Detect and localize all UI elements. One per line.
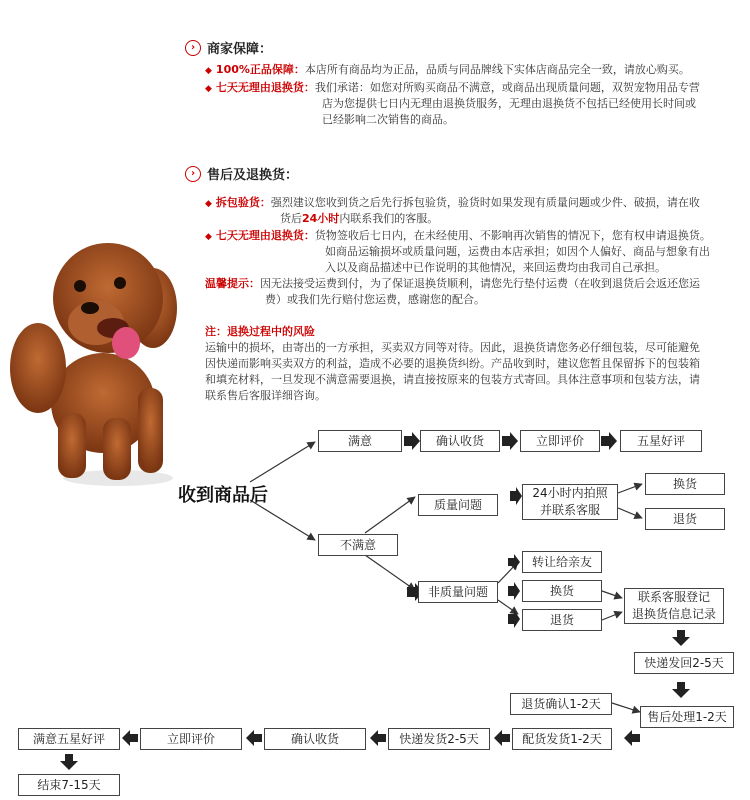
flow-refund-confirm: 退货确认1-2天: [510, 693, 612, 715]
flow-confirm-receipt-2: 确认收货: [264, 728, 366, 750]
flow-review-2: 立即评价: [140, 728, 242, 750]
chevron-right-icon: ›: [185, 166, 201, 182]
flow-deliver: 配货发货1-2天: [512, 728, 612, 750]
flow-aftersale-process: 售后处理1-2天: [640, 706, 734, 728]
risk-line: 和填充材料，一旦发现不满意需要退换，请直接按原来的包装方式寄回。具体注意事项和包装方法，请: [205, 373, 700, 386]
flow-satisfied: 满意: [318, 430, 402, 452]
guarantee-item-2-line-3: 已经影响二次销售的商品。: [322, 113, 454, 126]
flow-unsatisfied: 不满意: [318, 534, 398, 556]
guarantee-item-2: ◆ 七天无理由退换货：我们承诺：如您对所购买商品不满意，或商品出现质量问题，双贺宠物用品专营: [205, 81, 700, 94]
aftersale-tip-line-2: 费）或我们先行赔付您运费，感谢您的配合。: [265, 293, 485, 306]
diamond-bullet-icon: ◆: [205, 66, 212, 76]
aftersale-item-2: ◆ 七天无理由退换货：货物签收后七日内，在未经使用、不影响再次销售的情况下，您有权申请退换货。: [205, 229, 711, 242]
flow-contact-register: 联系客服登记 退换货信息记录: [624, 588, 724, 624]
diamond-bullet-icon: ◆: [205, 199, 212, 209]
risk-line: 因快递而影响买卖双方的利益，造成不必要的退换货纠纷。产品收到时，建议您暂且保留拆下的包装箱: [205, 357, 700, 370]
flow-exchange-2: 换货: [522, 580, 602, 602]
flow-five-star: 五星好评: [620, 430, 702, 452]
flow-refund-2: 退货: [522, 609, 602, 631]
flow-photo-contact: 24小时内拍照 并联系客服: [522, 484, 618, 520]
flow-confirm-receipt-1: 确认收货: [420, 430, 500, 452]
risk-title: 注：退换过程中的风险: [205, 325, 315, 338]
guarantee-item-2-line-2: 店为您提供七日内无理由退换货服务，无理由退换货不包括已经使用长时间或: [322, 97, 696, 110]
risk-line: 运输中的损坏，由寄出的一方承担，买卖双方同等对待。因此，退换货请您务必仔细包装，尽可能避免: [205, 341, 700, 354]
chevron-right-icon: ›: [185, 40, 201, 56]
guarantee-item-1: ◆ 100%正品保障：本店所有商品均为正品，品质与同品牌线下实体店商品完全一致，请放心购买。: [205, 63, 690, 76]
aftersale-title: 售后及退换货：: [207, 168, 299, 183]
flow-quality-issue: 质量问题: [418, 494, 498, 516]
diamond-bullet-icon: ◆: [205, 84, 212, 94]
flow-ship-back: 快递发回2-5天: [634, 652, 734, 674]
flow-final-five-star: 满意五星好评: [18, 728, 120, 750]
flow-non-quality-issue: 非质量问题: [418, 581, 498, 603]
flow-end: 结束7-15天: [18, 774, 120, 796]
guarantee-title: 商家保障：: [207, 42, 273, 57]
flow-start-label: 收到商品后: [178, 485, 268, 506]
flow-express-ship: 快递发货2-5天: [388, 728, 490, 750]
aftersale-item-1: ◆ 拆包验货：强烈建议您收到货之后先行拆包验货，验货时如果发现有质量问题或少件、破损，请在收: [205, 196, 700, 209]
flow-exchange-1: 换货: [645, 473, 725, 495]
flow-transfer-friend: 转让给亲友: [522, 551, 602, 573]
flow-refund-1: 退货: [645, 508, 725, 530]
aftersale-item-2-line-3: 入以及商品描述中已作说明的其他情况，来回运费均由我司自己承担。: [325, 261, 666, 274]
risk-line: 联系售后客服详细咨询。: [205, 389, 326, 402]
diamond-bullet-icon: ◆: [205, 232, 212, 242]
aftersale-item-2-line-2: 如商品运输损坏或质量问题，运费由本店承担；如因个人偏好、商品与想象有出: [325, 245, 710, 258]
aftersale-item-1-line-2: 货后24小时内联系我们的客服。: [280, 212, 439, 225]
flow-review-1: 立即评价: [520, 430, 600, 452]
aftersale-tip: 温馨提示：因无法接受运费到付，为了保证退换货顺利，请您先行垫付运费（在收到退货后会返还您运: [205, 277, 700, 290]
